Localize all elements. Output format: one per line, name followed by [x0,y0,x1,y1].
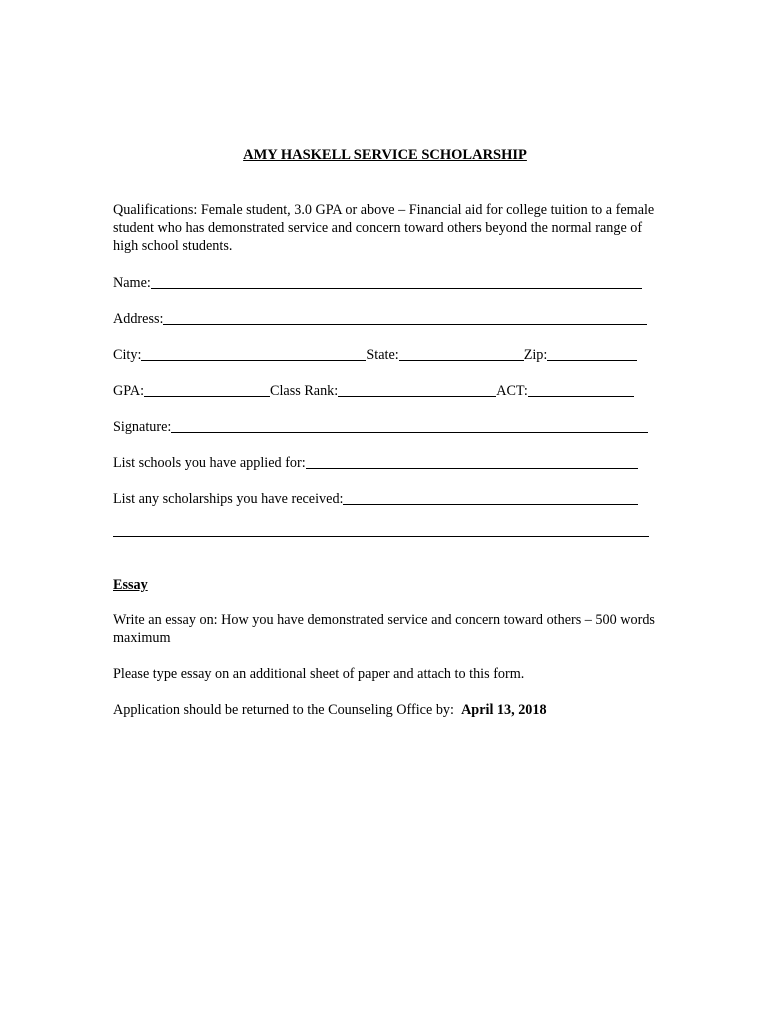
schools-field[interactable] [306,454,638,469]
gpa-rank-act-row [113,379,634,399]
class-rank-field[interactable] [338,382,496,397]
class-rank-label: Class Rank: [270,383,339,399]
act-label: ACT: [496,383,528,399]
essay-prompt: Write an essay on: How you have demonstrated service and concern toward others – 500 words maximum [113,612,655,646]
city-field[interactable] [141,346,366,361]
gpa-field[interactable] [144,382,270,397]
state-field[interactable] [399,346,524,361]
form-title: AMY HASKELL SERVICE SCHOLARSHIP [243,147,527,163]
act-field[interactable] [528,382,634,397]
deadline-text: Application should be returned to the Counseling Office by: [113,702,454,718]
scholarships-label: List any scholarships you have received: [113,491,344,507]
deadline-date: April 13, 2018 [461,702,547,718]
signature-row [113,415,648,435]
schools-row [113,451,638,471]
city-label: City: [113,347,142,363]
scholarships-continuation-field[interactable] [113,522,649,537]
address-row [113,307,647,327]
deadline-line [113,701,673,719]
zip-field[interactable] [547,346,637,361]
essay-heading: Essay [113,577,148,593]
address-label: Address: [113,311,164,327]
essay-instruction: Please type essay on an additional sheet of paper and attach to this form. [113,666,525,682]
zip-label: Zip: [523,347,548,363]
scholarships-row [113,487,638,507]
address-field[interactable] [163,310,647,325]
scholarships-continuation-row [113,519,649,539]
gpa-label: GPA: [113,383,145,399]
name-field[interactable] [151,274,642,289]
scholarships-field[interactable] [343,490,638,505]
qualifications-text: Qualifications: Female student, 3.0 GPA or above – Financial aid for college tuition to a female student who has demonstrated service and concern toward others beyond the normal range of high school students. [113,202,655,254]
state-label: State: [366,347,399,363]
schools-label: List schools you have applied for: [113,455,306,471]
city-state-zip-row [113,343,637,363]
signature-label: Signature: [113,419,172,435]
name-label: Name: [113,275,151,291]
signature-field[interactable] [171,418,648,433]
name-row [113,271,642,291]
